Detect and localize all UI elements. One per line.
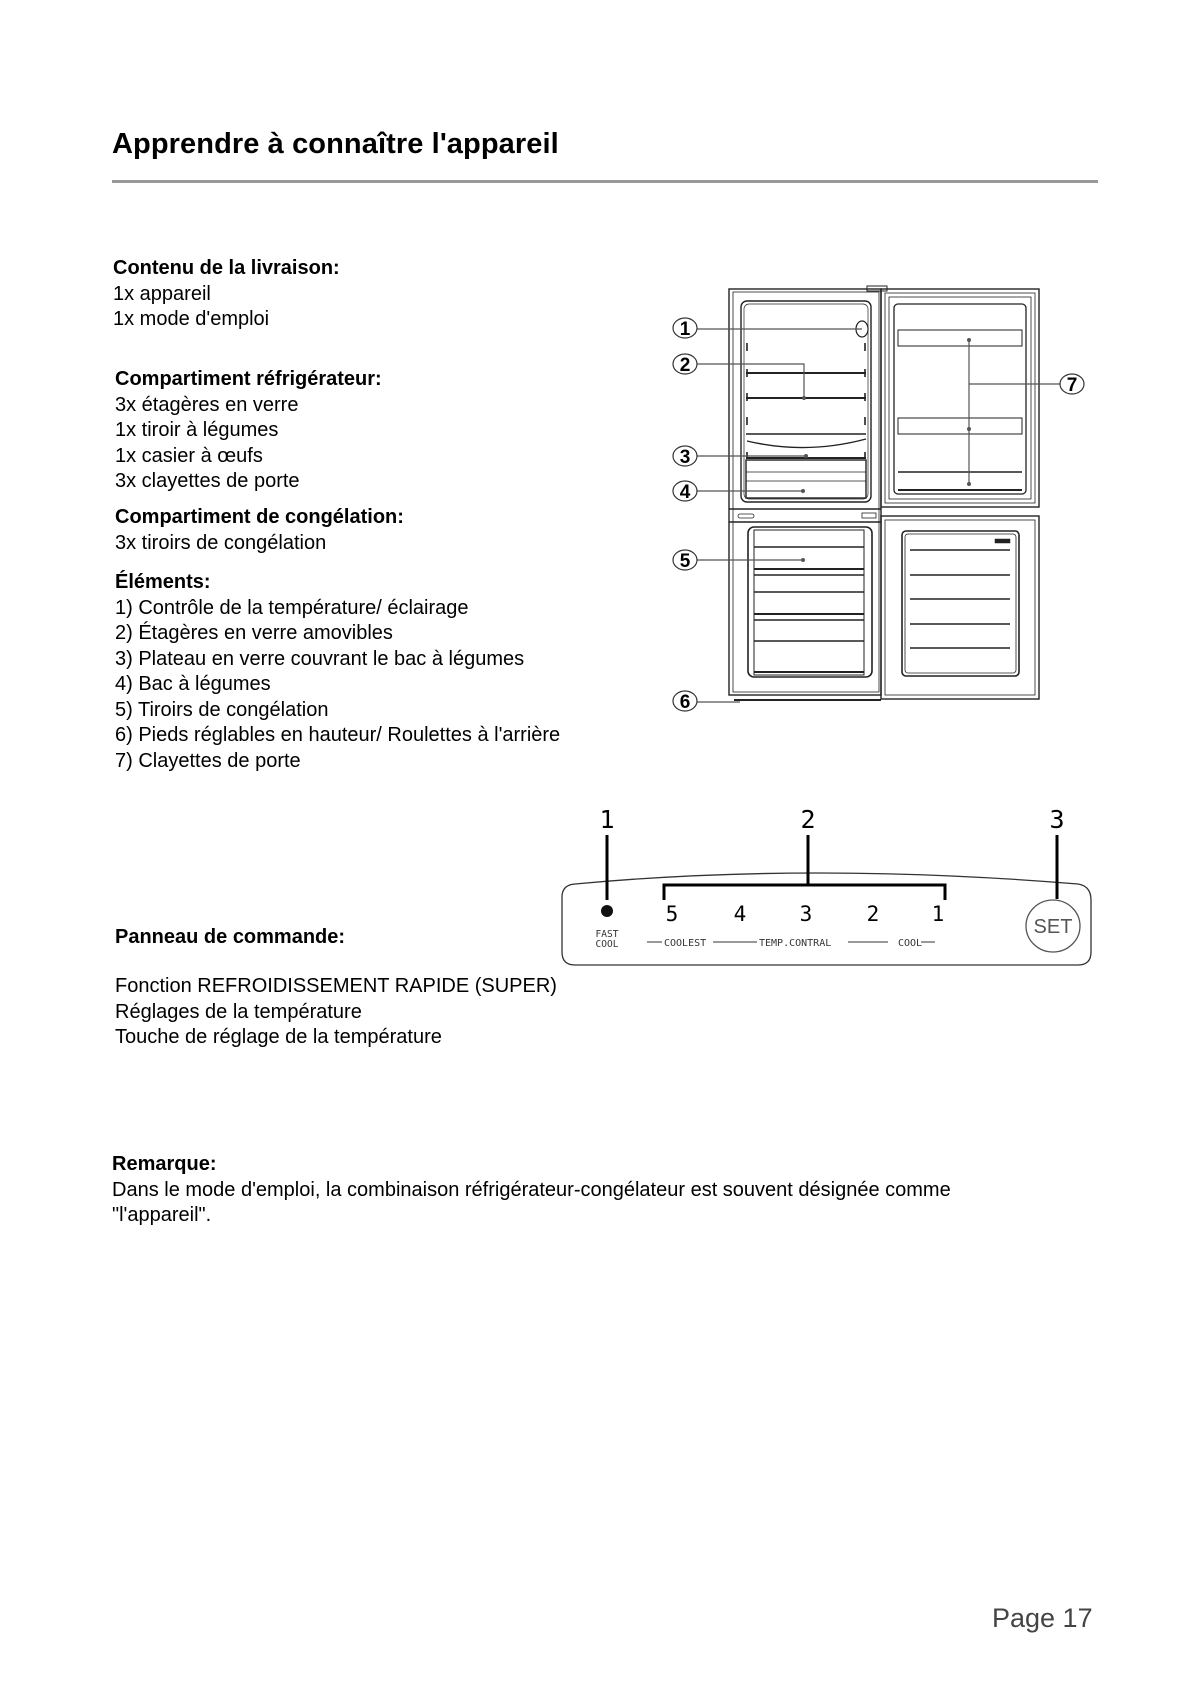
element-item: 2) Étagères en verre amovibles [115,622,393,644]
callout-2 [673,354,697,376]
control-panel-description: Réglages de la température [115,1000,362,1023]
page-title: Apprendre à connaître l'appareil [112,128,559,160]
control-panel-section [115,925,345,951]
temp-level-1: 1 [931,902,945,926]
set-button[interactable] [1026,900,1080,952]
fast-cool-label: COOL [595,939,619,950]
scale-coolest-label: COOLEST [664,938,707,949]
svg-text:1: 1 [679,319,691,340]
fridge-item: 3x étagères en verre [115,393,299,416]
temp-level-2: 2 [866,902,880,926]
element-item: 4) Bac à légumes [115,673,271,695]
svg-text:7: 7 [1066,375,1078,396]
control-panel-description: Touche de réglage de la température [115,1026,442,1048]
fast-cool-indicator-icon [601,905,613,917]
element-item: 5) Tiroirs de congélation [115,698,329,721]
panel-callout-1: 1 [599,805,615,834]
scale-cool-label: COOL [898,938,923,949]
element-item: 7) Clayettes de porte [115,749,301,772]
fridge-diagram [0,0,1190,760]
scale-temp-label: TEMP.CONTRAL [759,938,832,949]
control-panel-heading: Panneau de commande: [115,926,346,948]
elements-heading: Éléments: [115,571,211,593]
panel-callout-3: 3 [1049,805,1065,834]
fridge-item: 1x casier à œufs [115,444,263,467]
fridge-item: 1x tiroir à légumes [115,419,279,441]
fast-cool-label: FAST [595,929,619,940]
callout-4 [673,481,697,503]
set-button-label: SET [1033,916,1073,938]
note-text: Dans le mode d'emploi, la combinaison réfrigérateur-congélateur est souvent désignée comme [112,1178,951,1201]
delivery-item: 1x mode d'emploi [113,308,270,330]
svg-text:4: 4 [679,482,691,503]
note-heading: Remarque: [112,1153,217,1175]
control-panel-outline [562,873,1091,965]
element-item: 1) Contrôle de la température/ éclairage [115,596,469,619]
temp-level-3: 3 [799,902,813,926]
svg-text:3: 3 [679,447,691,468]
callout-5 [673,550,697,572]
freezer-compartment-heading: Compartiment de congélation: [115,506,404,528]
note-section [112,1152,951,1229]
delivery-heading: Contenu de la livraison: [113,257,340,279]
svg-text:6: 6 [679,692,691,713]
page-number: Page 17 [992,1603,1093,1633]
element-item: 6) Pieds réglables en hauteur/ Roulettes à l'arrière [115,724,561,746]
delivery-item: 1x appareil [113,282,211,305]
svg-text:2: 2 [679,355,691,376]
temp-level-5: 5 [665,902,679,926]
panel-callout-2: 2 [800,805,816,834]
callout-1 [673,318,697,340]
temp-level-4: 4 [733,902,747,926]
svg-text:5: 5 [679,551,691,572]
fridge-compartment-heading: Compartiment réfrigérateur: [115,368,382,390]
control-panel-description: Fonction REFROIDISSEMENT RAPIDE (SUPER) [115,975,557,997]
element-item: 3) Plateau en verre couvrant le bac à légumes [115,647,525,670]
freezer-item: 3x tiroirs de congélation [115,531,327,554]
callout-7 [1060,374,1084,396]
callout-6 [673,691,697,713]
control-panel-descriptions [115,974,557,1051]
fridge-item: 3x clayettes de porte [115,470,300,492]
note-text: "l'appareil". [112,1204,212,1226]
callout-3 [673,446,697,468]
control-panel-diagram [550,795,1100,975]
